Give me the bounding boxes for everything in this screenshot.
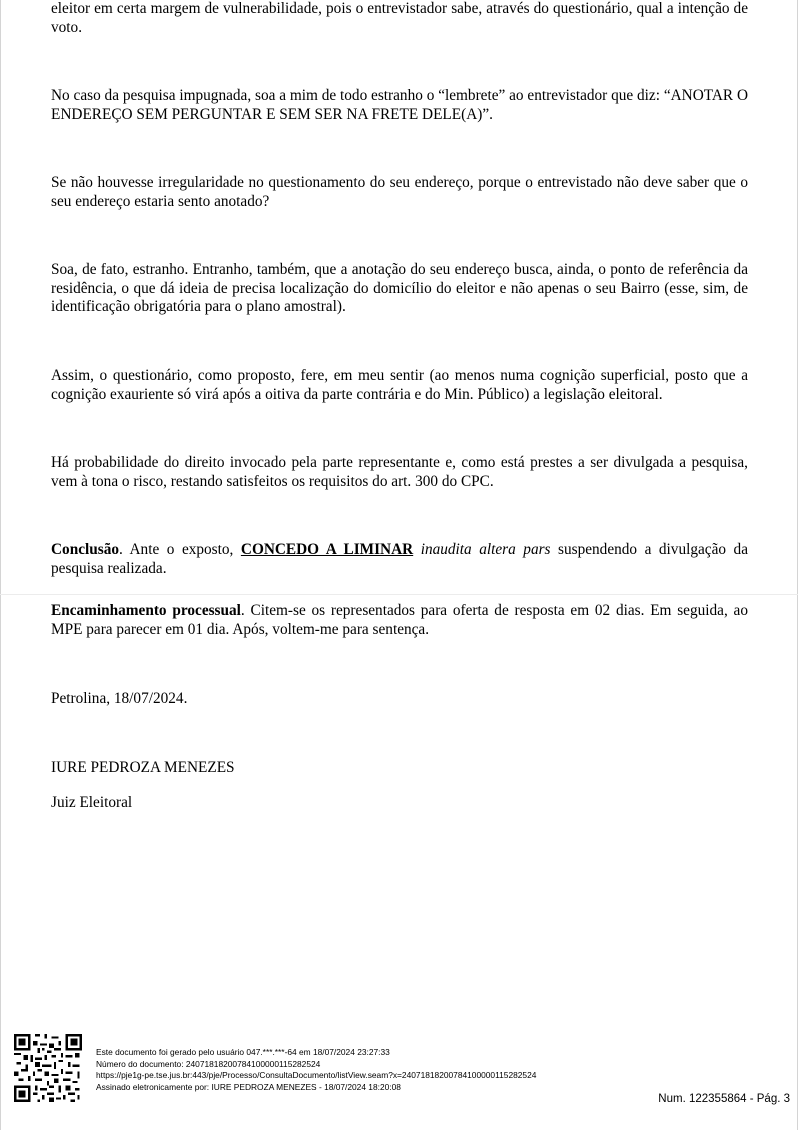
paragraph-conclusao <box>51 541 748 578</box>
paragraph-irregularidade: Se não houvesse irregularidade no questionamento do seu endereço, porque o entrevistado não deve saber que o seu endereço estaria sento anotado? <box>51 174 748 210</box>
encaminhamento-label: Encaminhamento processual <box>51 602 241 619</box>
encaminhamento-text: . Citem-se os representados para oferta de resposta em 02 dias. Em seguida, ao MPE para parecer em 01 dia. Após, voltem-me para sentença. <box>51 602 748 638</box>
paragraph-probabilidade: Há probabilidade do direito invocado pela parte representante e, como está prestes a ser divulgada a pesquisa, vem à tona o risco, restando satisfeitos os requisitos do art. 300 do CPC. <box>51 454 748 490</box>
paragraph-questionario: Assim, o questionário, como proposto, fere, em meu sentir (ao menos numa cognição superficial, posto que a cognição exauriente só virá após a oitiva da parte contrária e do Min. Público) a legislação eleitoral. <box>51 367 748 403</box>
paragraph-encaminhamento <box>51 602 748 639</box>
judge-title: Juiz Eleitoral <box>51 794 133 811</box>
paragraph-estranho: Soa, de fato, estranho. Entranho, também, que a anotação do seu endereço busca, ainda, o ponto de referência da residência, o que dá ideia de precisa localização do domicílio do eleitor e não apenas o seu Bairro (esse, sim, de identificação obrigatória para o plano amostral). <box>51 261 748 315</box>
place-date: Petrolina, 18/07/2024. <box>51 690 188 707</box>
document-metadata <box>96 1047 636 1093</box>
page-number: Num. 122355864 - Pág. 3 <box>658 1093 790 1105</box>
conclusao-latin: inaudita altera pars <box>420 541 551 558</box>
metadata-signed-by: Assinado eletronicamente por: IURE PEDROZA MENEZES - 18/07/2024 18:20:08 <box>96 1081 401 1092</box>
judge-name: IURE PEDROZA MENEZES <box>51 759 235 776</box>
paragraph-intro: eleitor em certa margem de vulnerabilidade, pois o entrevistador sabe, através do questionário, qual a intenção de voto. <box>51 0 748 36</box>
conclusao-space <box>413 541 421 558</box>
conclusao-decision: CONCEDO A LIMINAR <box>240 541 414 558</box>
metadata-document-number: Número do documento: 24071818200784100000115282524 <box>96 1058 321 1069</box>
page-edge-left <box>0 0 1 1130</box>
metadata-url: https://pje1g-pe.tse.jus.br:443/pje/Processo/ConsultaDocumento/listView.seam?x=24071818200784100000115282524 <box>96 1070 537 1081</box>
page-seam <box>0 594 798 595</box>
paragraph-lembrete: No caso da pesquisa impugnada, soa a mim de todo estranho o “lembrete” ao entrevistador que diz: “ANOTAR O ENDEREÇO SEM PERGUNTAR E SEM SER NA FRETE DELE(A)”. <box>51 87 748 123</box>
conclusao-text-b: suspendendo a divulgação da pesquisa realizada. <box>51 541 748 577</box>
conclusao-text-a: . Ante o exposto, <box>119 541 241 558</box>
qr-code-icon <box>14 1034 82 1102</box>
metadata-generated-by: Este documento foi gerado pelo usuário 047.***.***-64 em 18/07/2024 23:27:33 <box>96 1047 390 1057</box>
conclusao-label: Conclusão <box>51 541 119 558</box>
